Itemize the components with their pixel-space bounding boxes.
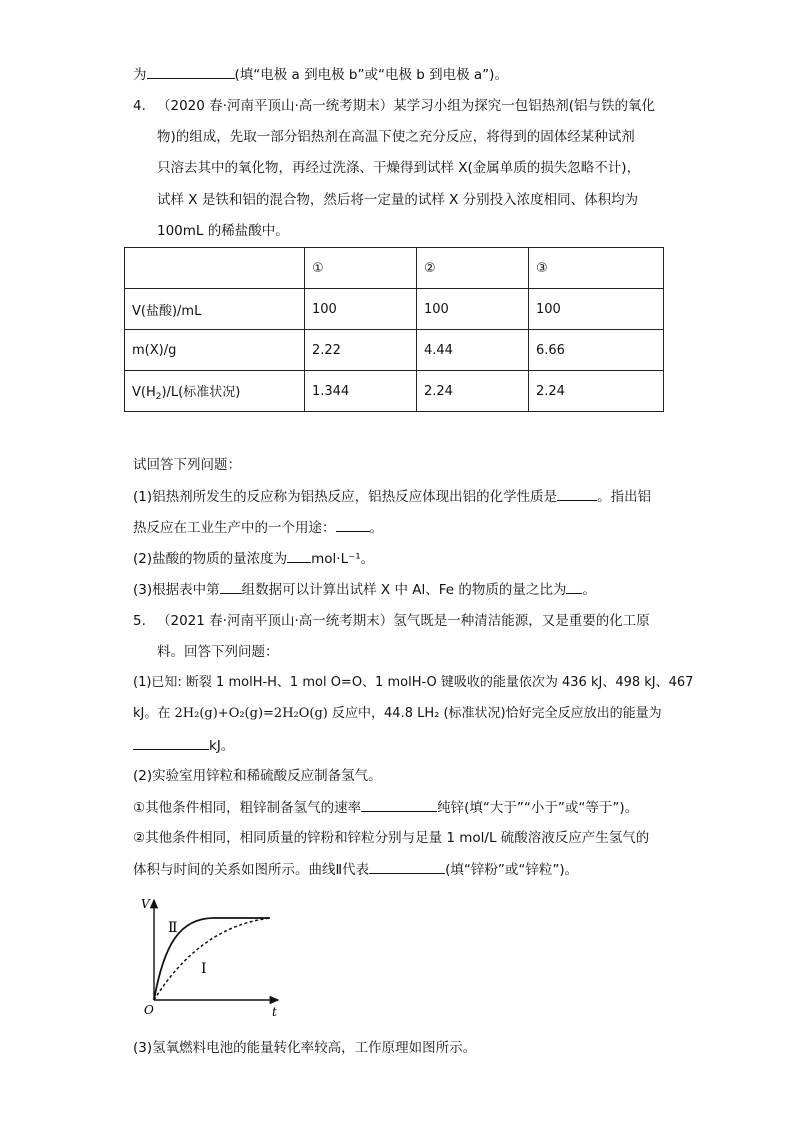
table-cell: 4.44	[417, 330, 529, 371]
curve-I-label: Ⅰ	[201, 961, 207, 977]
q5-part-1-line-a: (1)已知: 断裂 1 molH-H、1 mol O=O、1 molH-O 键吸收的能量依次为 436 kJ、498 kJ、467	[133, 675, 694, 690]
question-4-line-4: 试样 X 是铁和铝的混合物，然后将一定量的试样 X 分别投入浓度相同、体积均为	[157, 192, 639, 208]
answer-line-1	[133, 64, 508, 85]
table-row	[125, 330, 664, 371]
table-header-cell	[125, 248, 305, 289]
blank-field[interactable]	[220, 579, 242, 594]
question-5-line-2: 料。回答下列问题：	[157, 644, 279, 660]
q5-part-3-line: (3)氢氧燃料电池的能量转化率较高，工作原理如图所示。	[133, 1040, 477, 1056]
volume-time-chart	[138, 894, 288, 1024]
question-4-line-5: 100mL 的稀盐酸中。	[157, 223, 289, 239]
question-4-line-3: 只溶去其中的氧化物，再经过洗涤、干燥得到试样 X(金属单质的损失忽略不计)，	[157, 160, 641, 176]
blank-field[interactable]	[361, 797, 437, 812]
blank-field[interactable]	[566, 579, 582, 594]
table-row-label: V(盐酸)/mL	[125, 289, 305, 330]
part-3-line: (3)根据表中第 组数据可以计算出试样 X 中 Al、Fe 的物质的量之比为 。	[133, 579, 596, 600]
q5-part-2b-line-2: 体积与时间的关系如图所示。曲线Ⅱ代表 (填“锌粉”或“锌粒”)。	[133, 859, 578, 880]
table-header-cell: ②	[417, 248, 529, 289]
table-row	[125, 289, 664, 330]
q5-part-1-line-b: kJ。在 2H₂(g)+O₂(g)=2H₂O(g) 反应中，44.8 LH₂ (标准状况)恰好完全反应放出的能量为	[133, 706, 662, 721]
part-1-line-b: 热反应在工业生产中的一个用途： 。	[133, 517, 383, 538]
table-row-label: $V(H_2)/L$(标准状况)	[125, 371, 305, 412]
question-5-number: 5.	[133, 613, 146, 629]
table-row	[125, 371, 664, 412]
q5-part-1-line-c: kJ。	[133, 735, 234, 756]
table-cell: 2.24	[529, 371, 664, 412]
text: 为	[133, 67, 147, 83]
table-cell: 100	[305, 289, 417, 330]
y-axis-label: V	[141, 897, 150, 911]
text: (填“电极 a 到电极 b”或“电极 b 到电极 a”)。	[234, 67, 508, 83]
blank-field[interactable]	[557, 486, 597, 501]
question-4-number: 4.	[133, 98, 146, 114]
part-1-line-a: (1)铝热剂所发生的反应称为铝热反应，铝热反应体现出铝的化学性质是 。指出铝	[133, 486, 651, 507]
blank-field[interactable]	[336, 517, 370, 532]
question-4-line-1: （2020 春·河南平顶山·高一统考期末）某学习小组为探究一包铝热剂(铝与铁的氧化	[157, 98, 655, 114]
question-4-line-2: 物)的组成，先取一部分铝热剂在高温下使之充分反应，将得到的固体经某种试剂	[157, 129, 635, 145]
q5-part-2a-line: ①其他条件相同，粗锌制备氢气的速率 纯锌(填“大于”“小于”或“等于”)。	[133, 797, 638, 818]
table-cell: 2.22	[305, 330, 417, 371]
table-header-cell: ③	[529, 248, 664, 289]
table-header-cell: ①	[305, 248, 417, 289]
blank-field[interactable]	[287, 548, 311, 563]
q5-part-2b-line-1: ②其他条件相同，相同质量的锌粉和锌粒分别与足量 1 mol/L 硫酸溶液反应产生氢气的	[133, 830, 650, 846]
table-cell: 2.24	[417, 371, 529, 412]
part-2-line: (2)盐酸的物质的量浓度为 mol·L⁻¹。	[133, 548, 374, 569]
data-table	[124, 247, 664, 412]
origin-label: O	[144, 1003, 154, 1017]
blank-field[interactable]	[147, 64, 235, 79]
table-cell: 6.66	[529, 330, 664, 371]
table-cell: 100	[417, 289, 529, 330]
x-axis-label: t	[272, 1005, 277, 1019]
table-cell: 100	[529, 289, 664, 330]
q5-part-2-line: (2)实验室用锌粒和稀硫酸反应制备氢气。	[133, 768, 382, 784]
reaction-equation: 2H₂(g)+O₂(g)=2H₂O(g)	[174, 706, 328, 721]
table-row-label: m(X)/g	[125, 330, 305, 371]
table-header-row	[125, 248, 664, 289]
blank-field[interactable]	[133, 735, 209, 750]
blank-field[interactable]	[369, 859, 445, 874]
curve-II-label: Ⅱ	[168, 920, 178, 936]
question-5-line-1: （2021 春·河南平顶山·高一统考期末）氢气既是一种清洁能源，又是重要的化工原	[157, 613, 650, 629]
ask-heading: 试回答下列问题：	[133, 457, 241, 473]
table-cell: 1.344	[305, 371, 417, 412]
